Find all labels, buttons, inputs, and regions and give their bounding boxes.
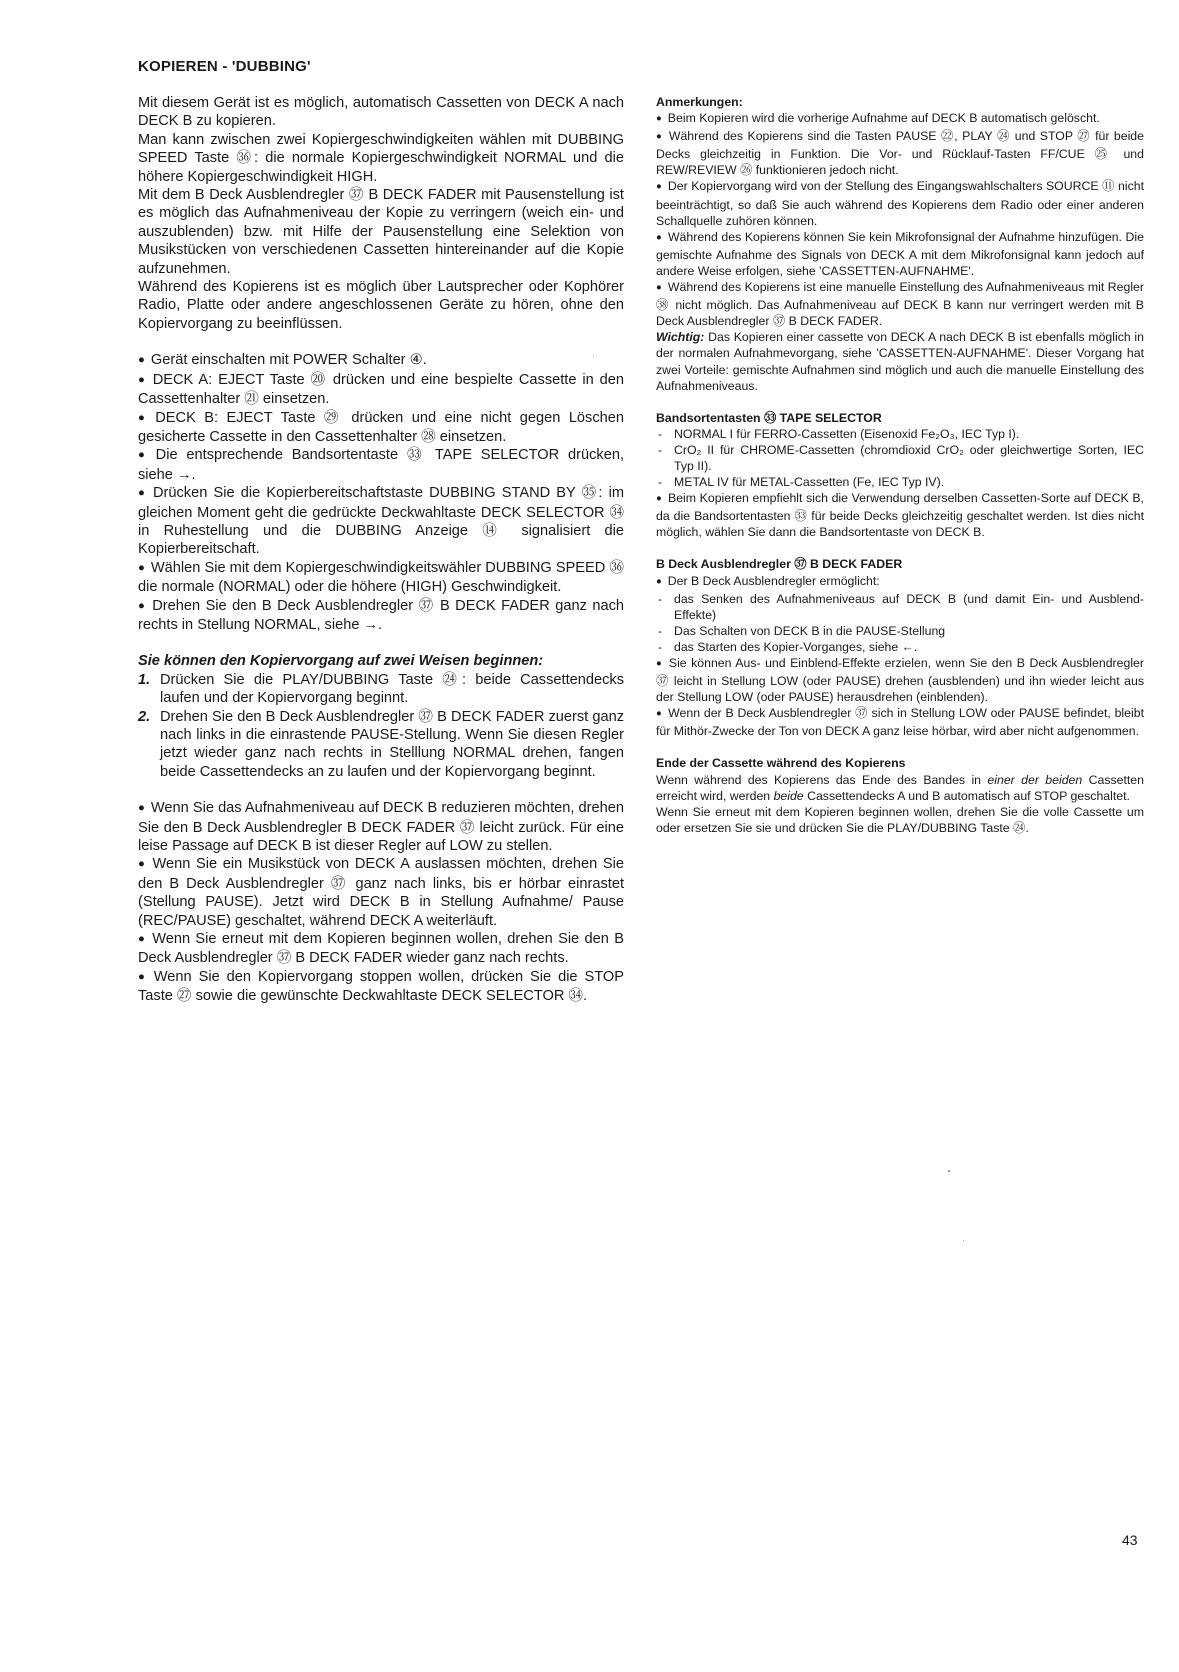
tape-selector-heading: Bandsortentasten ㉝ TAPE SELECTOR [656, 410, 882, 425]
fader-tip: ● Sie können Aus- und Einblend-Effekte erzielen, wenn Sie den B Deck Ausblendregler ㊲ leicht in Stellung LOW (oder PAUSE) drehen (ausblenden) und ihn wieder leicht aus der Stellung LOW (oder PAUSE) herausdrehen (einblenden). [656, 655, 1144, 705]
tape-type-item: - METAL IV für METAL-Cassetten (Fe, IEC Typ IV). [656, 474, 1144, 490]
intro-paragraph: Man kann zwischen zwei Kopiergeschwindigkeiten wählen mit DUBBING SPEED Taste ㊱: die normale Kopiergeschwindigkeit NORMAL und die höhere Kopiergeschwindigkeit HIGH. [138, 131, 624, 185]
start-option [138, 671, 624, 708]
fader-function-item: - Das Schalten von DECK B in die PAUSE-Stellung [656, 623, 1144, 639]
option-number: 2. [138, 708, 151, 725]
note-item: ● Während des Kopierens sind die Tasten PAUSE ㉒, PLAY ㉔ und STOP ㉗ für beide Decks gleichzeitig in Funktion. Die Vor- und Rücklauf-Tasten FF/CUE ㉕ und REW/REVIEW ㉖ funktionieren jedoch nicht. [656, 128, 1144, 178]
wichtig-label: Wichtig: [656, 330, 705, 345]
note-item: ● Während des Kopierens ist eine manuelle Einstellung des Aufnahmeniveaus mit Regler ㊳ nicht möglich. Das Aufnahmeniveau auf DECK B kann nur verringert werden mit B Deck Ausblendregler ㊲ B DECK FADER. [656, 279, 1144, 329]
scan-speck [593, 355, 594, 356]
note-item: ● Während des Kopierens können Sie kein Mikrofonsignal der Aufnahme hinzufügen. Die gemischte Aufnahme des Signals von DECK A mit dem Mikrofonsignal kann jedoch auf andere Weise erfolgen, siehe 'CASSETTEN-AUFNAHME'. [656, 229, 1144, 279]
step-item: ● DECK B: EJECT Taste ㉙ drücken und eine nicht gegen Löschen gesicherte Cassette in den Cassettenhalter ㉘ einsetzen. [138, 409, 624, 447]
tip-item: ● Wenn Sie den Kopiervorgang stoppen wollen, drücken Sie die STOP Taste ㉗ sowie die gewünschte Deckwahltaste DECK SELECTOR ㉞. [138, 968, 624, 1006]
step-item: ● Wählen Sie mit dem Kopiergeschwindigkeitswähler DUBBING SPEED ㊱ die normale (NORMAL) oder die höhere (HIGH) Geschwindigkeit. [138, 559, 624, 597]
intro-paragraph: Während des Kopierens ist es möglich über Lautsprecher oder Kophörer Radio, Platte oder andere angeschlossenen Geräte zu hören, ohne den Kopiervorgang zu beeinflüssen. [138, 279, 624, 332]
start-heading: Sie können den Kopiervorgang auf zwei Weisen beginnen: [138, 653, 544, 670]
fader-heading: B Deck Ausblendregler ㊲ B DECK FADER [656, 557, 903, 572]
tip-item: ● Wenn Sie das Aufnahmeniveau auf DECK B reduzieren möchten, drehen Sie den B Deck Ausblendregler B DECK FADER ㊲ leicht zurück. Für eine leise Passage auf DECK B ist dieser Regler auf LOW zu stellen. [138, 799, 624, 855]
tape-end-paragraph: Wenn Sie erneut mit dem Kopieren beginnen wollen, drehen Sie die volle Cassette um oder ersetzen Sie sie und drücken Sie die PLAY/DUBBING Taste ㉔. [656, 804, 1144, 835]
right-column [656, 94, 1144, 836]
option-text: Drehen Sie den B Deck Ausblendregler ㊲ B DECK FADER zuerst ganz nach links in die einrastende PAUSE-Stellung. Wenn Sie diesen Regler jetzt wieder ganz nach rechts in Stelllung NORMAL drehen, fangen beide Cassettendecks an zu laufen und der Kopiervorgang beginnt. [160, 708, 624, 780]
tape-end-paragraph: Wenn während des Kopierens das Ende des Bandes in einer der beiden Cassetten erreicht wird, werden beide Cassettendecks A und B automatisch auf STOP geschaltet. [656, 772, 1144, 803]
intro-paragraph: Mit dem B Deck Ausblendregler ㊲ B DECK FADER mit Pausenstellung ist es möglich das Aufnahmeniveau der Kopie zu verringern (weich ein- und auszublenden) bzw. mit Hilfe der Pausenstellung eine Selektion von Musikstücken von verschiedenen Cassetten hintereinander auf die Kopie aufzunehmen. [138, 187, 624, 277]
tape-type-item: - CrO₂ II für CHROME-Cassetten (chromdioxid CrO₂ oder gleichwertige Sorten, IEC Typ II). [656, 442, 1144, 474]
tip-item: ● Wenn Sie erneut mit dem Kopieren beginnen wollen, drehen Sie den B Deck Ausblendregler ㊲ B DECK FADER wieder ganz nach rechts. [138, 930, 624, 968]
wichtig-text: Das Kopieren einer cassette von DECK A nach DECK B ist ebenfalls möglich in der normalen Aufnahmevorgang, siehe 'CASSETTEN-AUFNAHME'. Dieser Vorgang hat zwei Vorteile: gemischte Aufnahmen sind möglich und auch die manuelle Einstellung des Aufnahmeniveaus. [656, 330, 1144, 393]
page-number: 43 [1122, 1532, 1138, 1548]
page-title: KOPIEREN - 'DUBBING' [138, 58, 311, 75]
option-number: 1. [138, 671, 151, 688]
start-option [138, 708, 624, 782]
step-item: ● Drehen Sie den B Deck Ausblendregler ㊲ B DECK FADER ganz nach rechts in Stellung NORMAL, siehe →. [138, 597, 624, 635]
tape-type-item: - NORMAL I für FERRO-Cassetten (Eisenoxid Fe₂O₃, IEC Typ I). [656, 426, 1144, 442]
tape-end-heading: Ende der Cassette während des Kopierens [656, 756, 906, 771]
tape-note: ● Beim Kopieren empfiehlt sich die Verwendung derselben Cassetten-Sorte auf DECK B, da die Bandsortentasten ㉝ für beide Decks gleichzeitig geschaltet werden. Ist dies nicht möglich, wählen Sie dann die Bandsortentaste von DECK B. [656, 490, 1144, 540]
option-text: Drücken Sie die PLAY/DUBBING Taste ㉔: beide Cassettendecks laufen und der Kopiervorgang beginnt. [160, 671, 624, 707]
fader-function-item: - das Senken des Aufnahmeniveaus auf DECK B (und damit Ein- und Ausblend-Effekte) [656, 591, 1144, 623]
fader-intro: ● Der B Deck Ausblendregler ermöglicht: [656, 573, 1144, 591]
notes-heading: Anmerkungen: [656, 95, 743, 109]
step-item: ● Die entsprechende Bandsortentaste ㉝ TAPE SELECTOR drücken, siehe →. [138, 446, 624, 484]
fader-function-item: - das Starten des Kopier-Vorganges, siehe ←. [656, 639, 1144, 655]
step-item: ● Gerät einschalten mit POWER Schalter ④. [138, 351, 624, 370]
fader-tip: ● Wenn der B Deck Ausblendregler ㊲ sich in Stellung LOW oder PAUSE befindet, bleibt für Mithör-Zwecke der Ton von DECK A ganz leise hörbar, wird aber nicht aufgenommen. [656, 705, 1144, 739]
scan-speck [948, 1170, 950, 1172]
note-item: ● Der Kopiervorgang wird von der Stellung des Eingangswahlschalters SOURCE ⑪ nicht beeinträchtigt, so daß Sie auch während des Kopierens dem Radio oder einer anderen Schallquelle zuhören können. [656, 178, 1144, 228]
scan-speck [963, 1240, 964, 1241]
note-item: ● Beim Kopieren wird die vorherige Aufnahme auf DECK B automatisch gelöscht. [656, 110, 1144, 128]
intro-paragraph: Mit diesem Gerät ist es möglich, automatisch Cassetten von DECK A nach DECK B zu kopieren. [138, 95, 624, 130]
tip-item: ● Wenn Sie ein Musikstück von DECK A auslassen möchten, drehen Sie den B Deck Ausblendregler ㊲ ganz nach links, bis er hörbar einrastet (Stellung PAUSE). Jetzt wird DECK B in Stellung Aufnahme/ Pause (REC/PAUSE) geschaltet, während DECK A weiterläuft. [138, 855, 624, 930]
step-item: ● DECK A: EJECT Taste ⑳ drücken und eine bespielte Cassette in den Cassettenhalter ㉑ einsetzen. [138, 371, 624, 409]
left-column [138, 94, 624, 1006]
step-item: ● Drücken Sie die Kopierbereitschaftstaste DUBBING STAND BY ㉟: im gleichen Moment geht die gedrückte Deckwahltaste DECK SELECTOR ㉞ in Ruhestellung und die DUBBING Anzeige ⑭ signalisiert die Kopierbereitschaft. [138, 484, 624, 559]
wichtig-note [656, 329, 1144, 393]
